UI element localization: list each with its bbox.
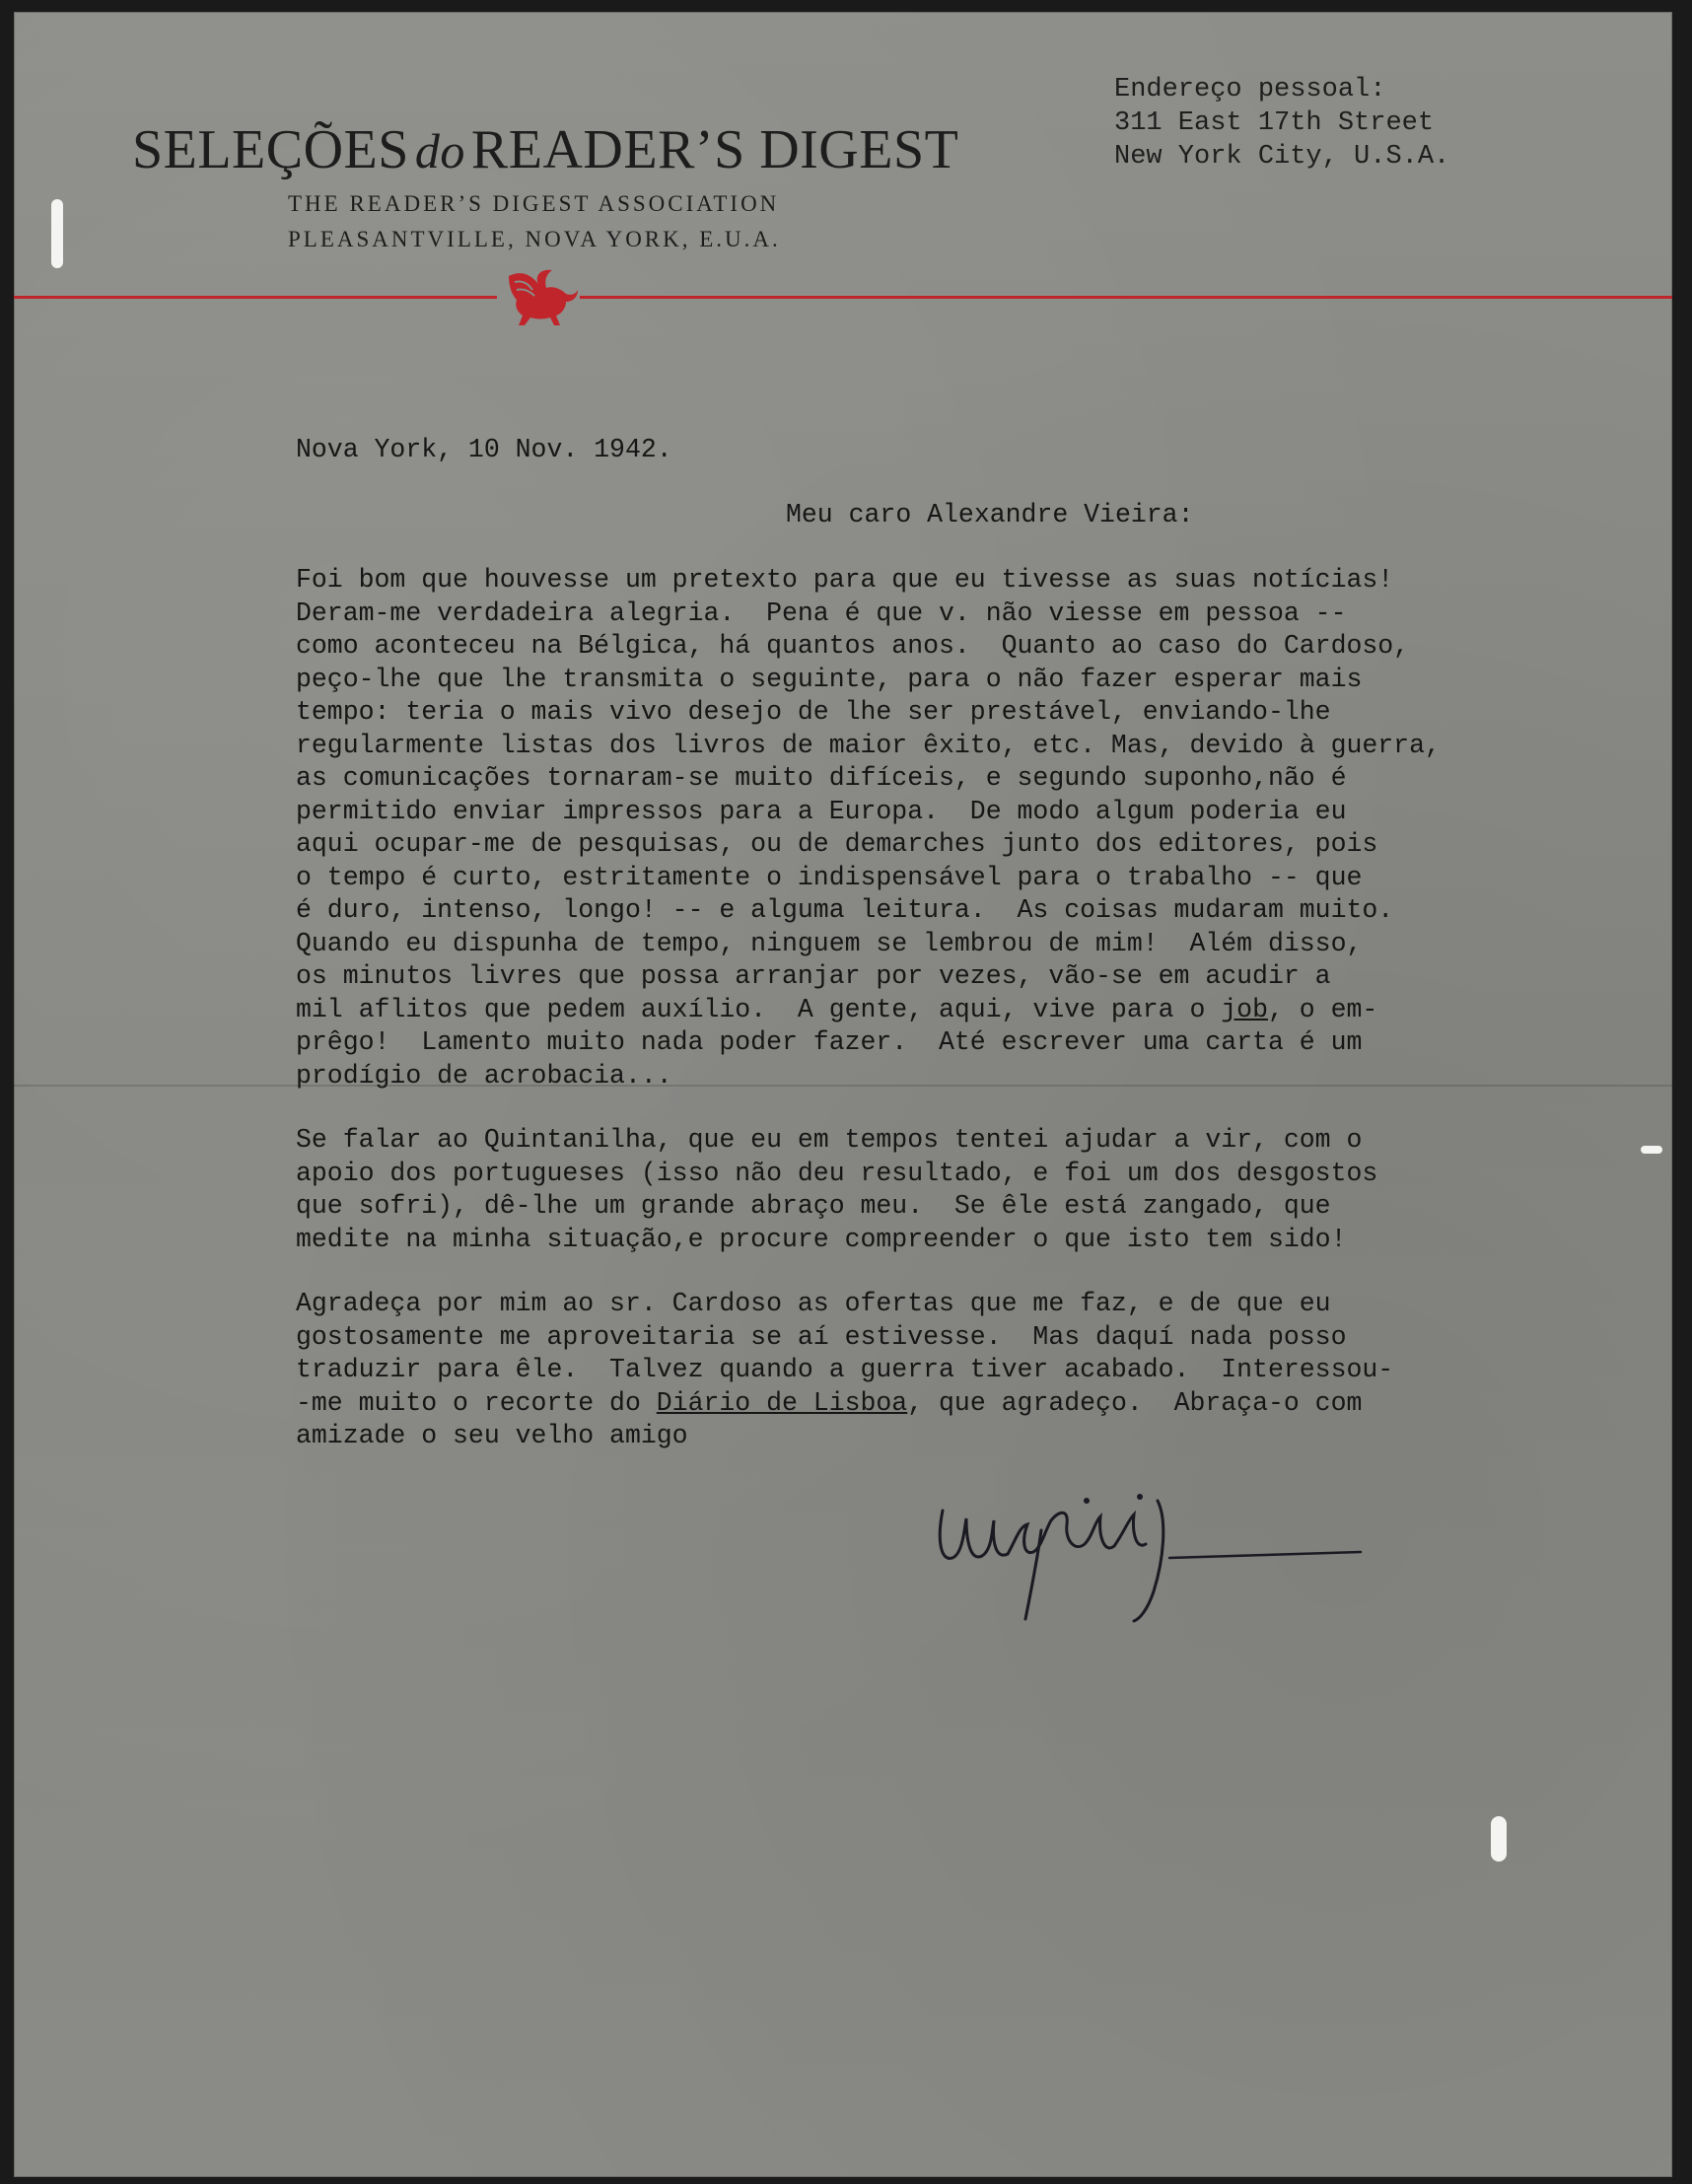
letterhead-rule-left <box>14 296 497 299</box>
text-line: o tempo é curto, estritamente o indispensável para o trabalho -- que <box>296 862 1363 892</box>
text-line: os minutos livres que possa arranjar por vezes, vão-se em acudir a <box>296 961 1331 991</box>
text-line: como aconteceu na Bélgica, há quantos anos. Quanto ao caso do Cardoso, <box>296 631 1410 661</box>
text-line: mil aflitos que pedem auxílio. A gente, aqui, vive para o job, o em- <box>296 994 1378 1024</box>
text-line: Deram-me verdadeira alegria. Pena é que v. não viesse em pessoa -- <box>296 598 1347 628</box>
letterhead-title-part2: READER’S DIGEST <box>470 119 959 180</box>
text-line: apoio dos portugueses (isso não deu resultado, e foi um dos desgostos <box>296 1158 1378 1188</box>
pegasus-icon <box>501 266 580 331</box>
letter-sheet <box>14 12 1672 2177</box>
letter-paragraph-1 <box>296 564 1441 1092</box>
text-line: prodígio de acrobacia... <box>296 1060 672 1091</box>
letterhead-rule-right <box>580 296 1672 299</box>
letter-paragraph-2 <box>296 1124 1377 1256</box>
letter-salutation: Meu caro Alexandre Vieira: <box>786 500 1194 529</box>
text-line: regularmente listas dos livros de maior êxito, etc. Mas, devido à guerra, <box>296 730 1441 760</box>
text-line: -me muito o recorte do Diário de Lisboa, que agradeço. Abraça-o com <box>296 1387 1363 1418</box>
text-line: permitido enviar impressos para a Europa. De modo algum poderia eu <box>296 796 1347 826</box>
personal-address-city: New York City, U.S.A. <box>1114 142 1450 172</box>
letterhead-title-do: do <box>414 123 465 178</box>
text-line: tempo: teria o mais vivo desejo de lhe ser prestável, enviando-lhe <box>296 697 1331 727</box>
paper-tear <box>51 199 63 268</box>
text-line: é duro, intenso, longo! -- e alguma leitura. As coisas mudaram muito. <box>296 895 1394 925</box>
letterhead-location: PLEASANTVILLE, NOVA YORK, E.U.A. <box>288 227 781 251</box>
text-line: Se falar ao Quintanilha, que eu em tempos tentei ajudar a vir, com o <box>296 1125 1363 1155</box>
personal-address <box>1114 73 1449 174</box>
text-line: peço-lhe que lhe transmita o seguinte, para o não fazer esperar mais <box>296 664 1363 694</box>
paper-tear <box>1491 1816 1507 1862</box>
text-line: traduzir para êle. Talvez quando a guerra tiver acabado. Interessou- <box>296 1355 1394 1384</box>
personal-address-street: 311 East 17th Street <box>1114 108 1435 138</box>
text-line: Quando eu dispunha de tempo, ninguem se lembrou de mim! Além disso, <box>296 928 1363 958</box>
text-line: amizade o seu velho amigo <box>296 1421 688 1450</box>
letterhead-association: THE READER’S DIGEST ASSOCIATION <box>288 191 780 216</box>
letterhead-title-part1: SELEÇÕES <box>132 119 409 180</box>
text-line: gostosamente me aproveitaria se aí estivesse. Mas daquí nada posso <box>296 1321 1347 1352</box>
text-line: prêgo! Lamento muito nada poder fazer. Até escrever uma carta é um <box>296 1027 1363 1057</box>
text-line: Agradeça por mim ao sr. Cardoso as ofertas que me faz, e de que eu <box>296 1289 1331 1318</box>
letter-paragraph-3 <box>296 1288 1393 1453</box>
text-line: Foi bom que houvesse um pretexto para que eu tivesse as suas notícias! <box>296 565 1394 595</box>
text-line: aqui ocupar-me de pesquisas, ou de demarches junto dos editores, pois <box>296 829 1378 859</box>
personal-address-label: Endereço pessoal: <box>1114 75 1386 105</box>
paper-tear <box>1641 1146 1662 1154</box>
underlined-text: Diário de Lisboa <box>656 1387 908 1418</box>
handwritten-signature <box>931 1471 1375 1629</box>
text-line: as comunicações tornaram-se muito difíceis, e segundo suponho,não é <box>296 763 1347 793</box>
letter-date: Nova York, 10 Nov. 1942. <box>296 435 672 464</box>
text-line: medite na minha situação,e procure compreender o que isto tem sido! <box>296 1224 1347 1254</box>
letterhead-title <box>132 118 958 181</box>
text-line: que sofri), dê-lhe um grande abraço meu. Se êle está zangado, que <box>296 1191 1331 1221</box>
underlined-text: job <box>1221 994 1268 1024</box>
